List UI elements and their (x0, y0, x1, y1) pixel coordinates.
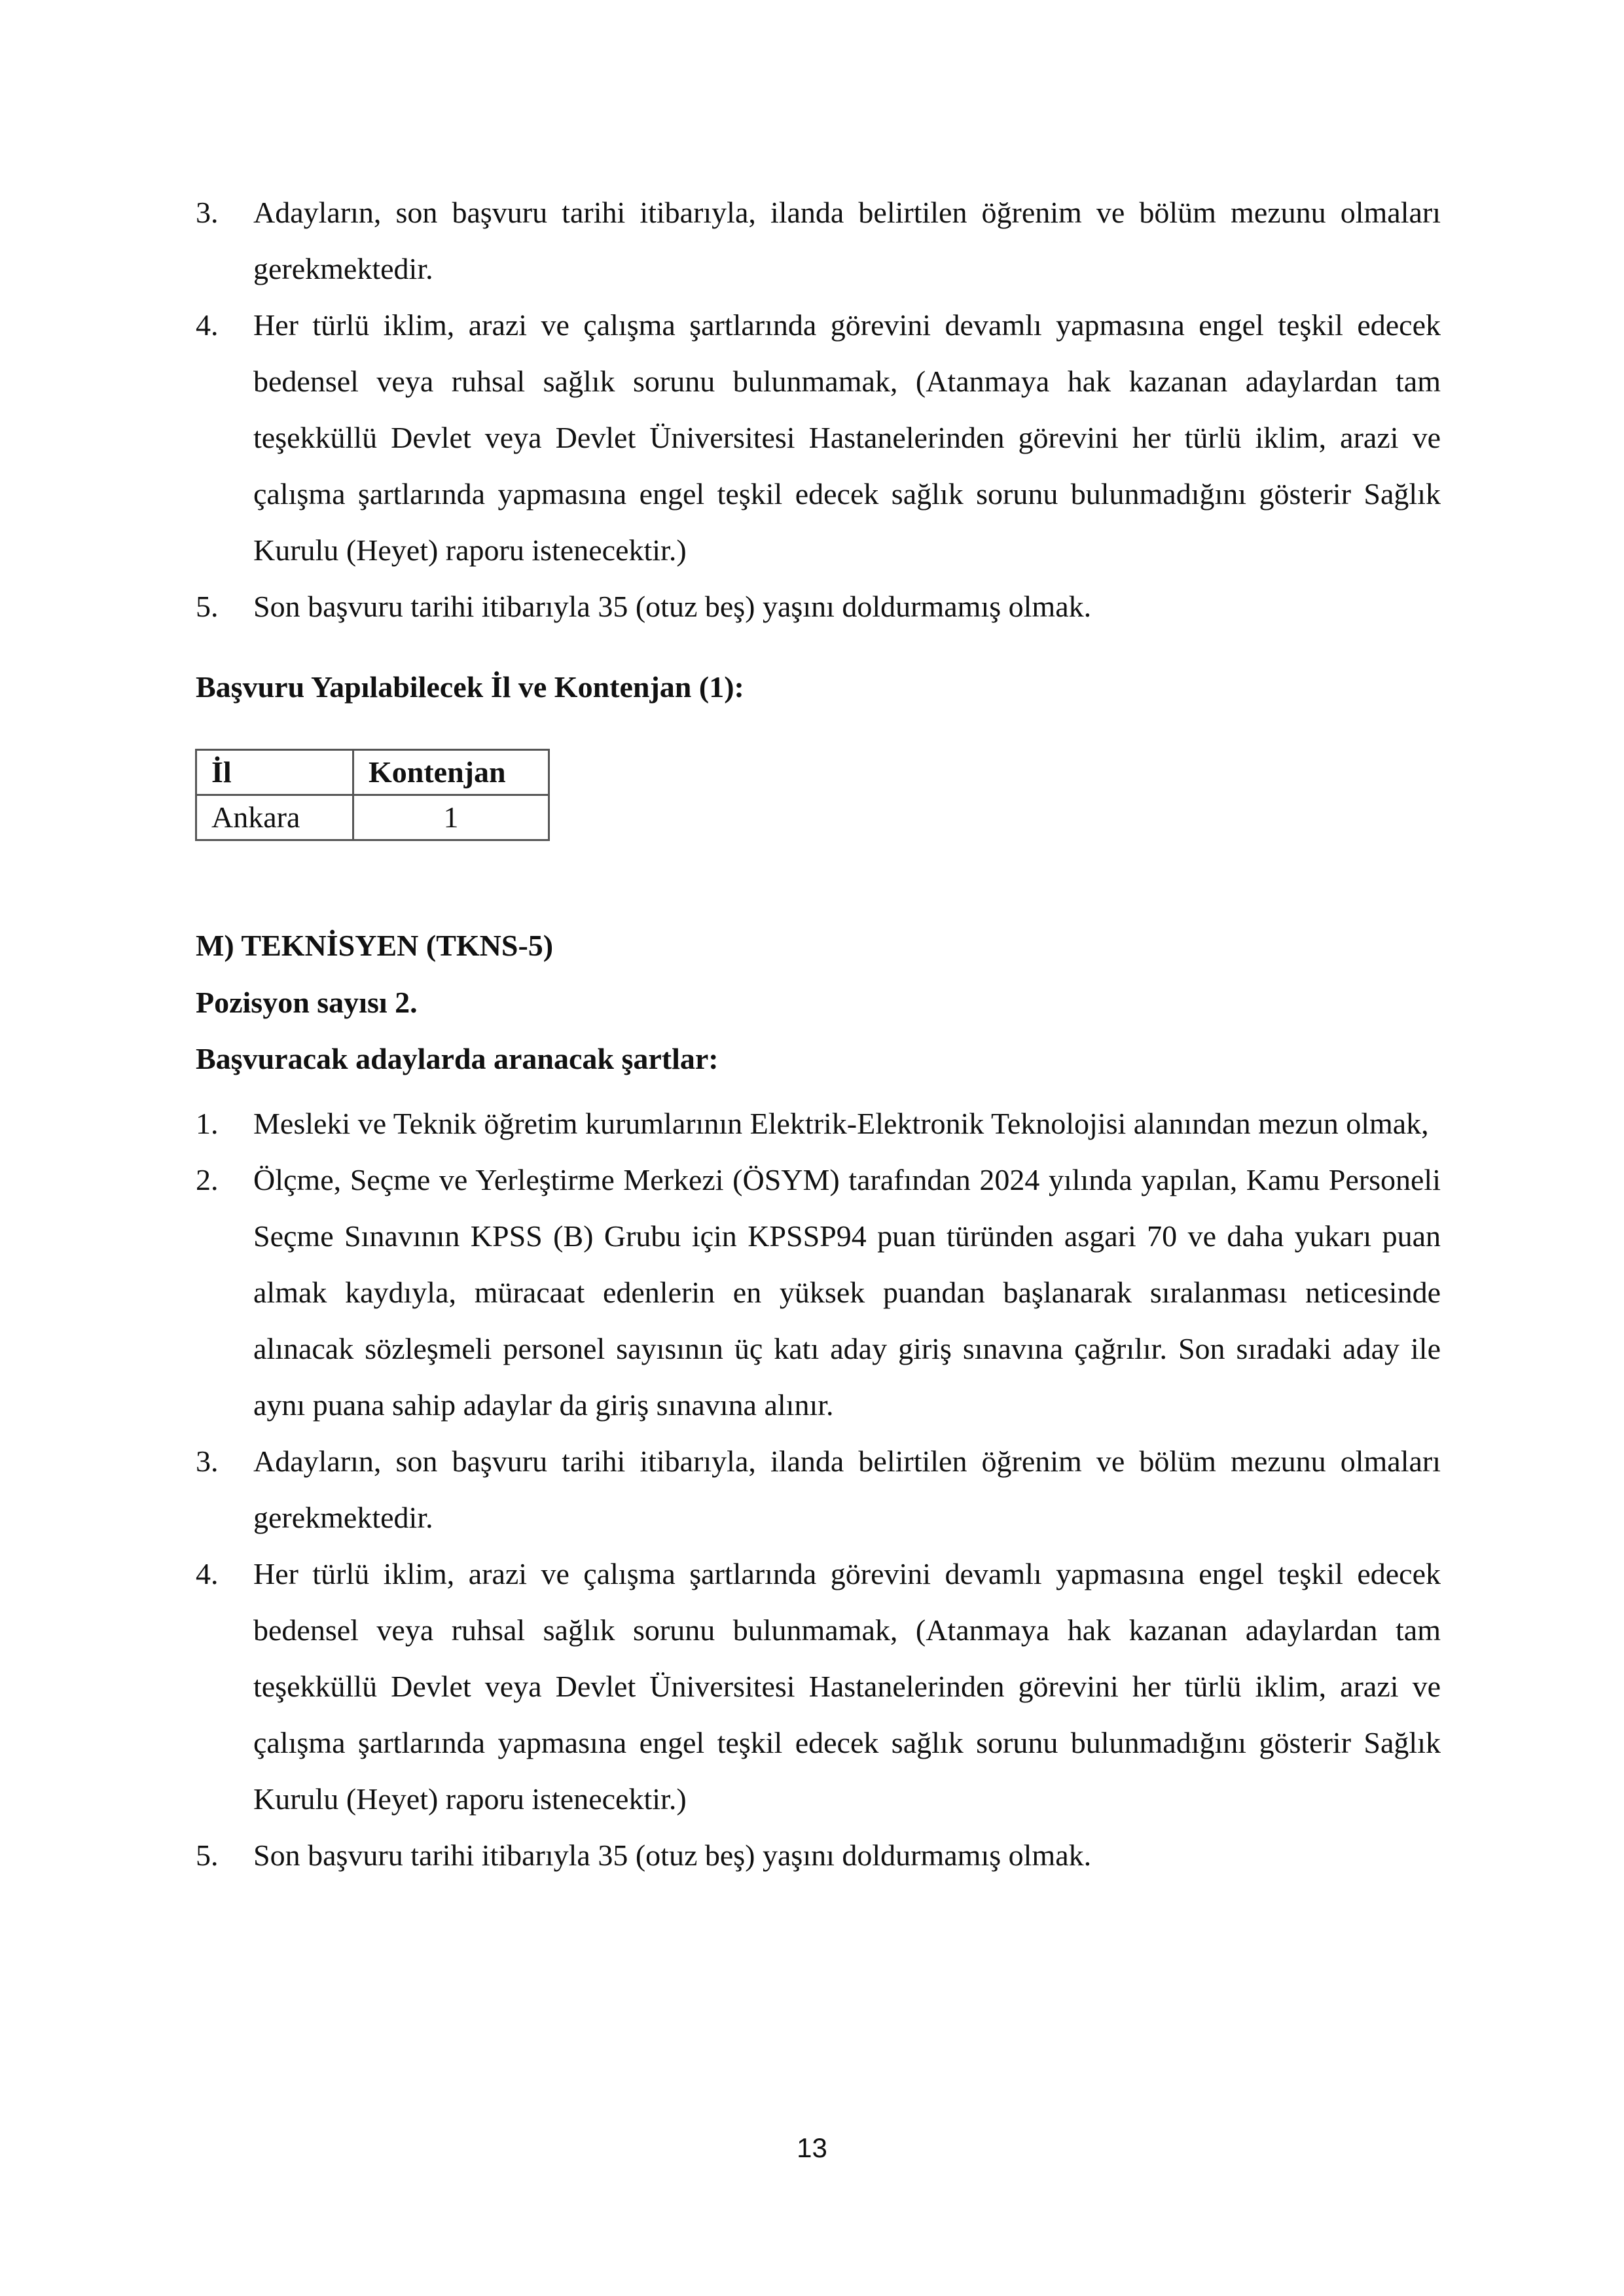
list-item-text: Adayların, son başvuru tarihi itibarıyla, ilanda belirtilen öğrenim ve bölüm mezunu olmaları gerekmektedir. (253, 1444, 1441, 1534)
table-cell-province: Ankara (196, 795, 353, 840)
list-item-number: 1. (196, 1107, 219, 1140)
list-item (196, 1152, 1441, 1433)
list-item (196, 1546, 1441, 1827)
requirements-list (196, 1096, 1441, 1884)
position-count: Pozisyon sayısı 2. (196, 986, 418, 1019)
list-item-text: Her türlü iklim, arazi ve çalışma şartlarında görevini devamlı yapmasına engel teşkil edecek bedensel veya ruhsal sağlık sorunu bulunmamak, (Atanmaya hak kazanan adaylardan tam teşekküllü Devlet veya Devlet Üniversitesi Hastanelerinden görevini her türlü iklim, arazi ve çalışma şartlarında yapmasına engel teşkil edecek sağlık sorunu bulunmadığını gösterir Sağlık Kurulu (Heyet) raporu istenecektir.) (253, 1557, 1441, 1816)
page-number: 13 (797, 2132, 827, 2163)
list-item-number: 3. (196, 196, 219, 229)
requirements-list-previous-section (196, 185, 1441, 635)
list-item-text: Ölçme, Seçme ve Yerleştirme Merkezi (ÖSYM) tarafından 2024 yılında yapılan, Kamu Personeli Seçme Sınavının KPSS (B) Grubu için KPSSP94 puan türünden asgari 70 ve daha yukarı puan almak kaydıyla, müracaat edenlerin en yüksek puandan başlanarak sıralanması neticesinde alınacak sözleşmeli personel sayısının üç katı aday giriş sınavına çağrılır. Son sıradaki aday ile aynı puana sahip adaylar da giriş sınavına alınır. (253, 1163, 1441, 1422)
table-header-cell: İl (196, 750, 353, 795)
list-item (196, 297, 1441, 579)
list-item-text: Mesleki ve Teknik öğretim kurumlarının Elektrik-Elektronik Teknolojisi alanından mezun olmak, (253, 1107, 1429, 1140)
list-item-text: Son başvuru tarihi itibarıyla 35 (otuz beş) yaşını doldurmamış olmak. (253, 1839, 1092, 1872)
table-row (196, 795, 549, 840)
list-item (196, 1827, 1441, 1884)
table-header-cell: Kontenjan (353, 750, 549, 795)
section-title: M) TEKNİSYEN (TKNS-5) (196, 929, 554, 962)
list-item (196, 1096, 1441, 1152)
quota-heading: Başvuru Yapılabilecek İl ve Kontenjan (1): (196, 670, 744, 704)
requirements-heading: Başvuracak adaylarda aranacak şartlar: (196, 1042, 719, 1075)
table-cell-quota: 1 (353, 795, 549, 840)
list-item-number: 5. (196, 590, 219, 623)
list-item-number: 4. (196, 308, 219, 342)
list-item-number: 5. (196, 1839, 219, 1872)
list-item (196, 1433, 1441, 1546)
list-item-text: Adayların, son başvuru tarihi itibarıyla, ilanda belirtilen öğrenim ve bölüm mezunu olmaları gerekmektedir. (253, 196, 1441, 285)
list-item (196, 579, 1441, 635)
list-item-number: 3. (196, 1444, 219, 1478)
list-item-number: 2. (196, 1163, 219, 1196)
list-item (196, 185, 1441, 297)
list-item-text: Her türlü iklim, arazi ve çalışma şartlarında görevini devamlı yapmasına engel teşkil edecek bedensel veya ruhsal sağlık sorunu bulunmamak, (Atanmaya hak kazanan adaylardan tam teşekküllü Devlet veya Devlet Üniversitesi Hastanelerinden görevini her türlü iklim, arazi ve çalışma şartlarında yapmasına engel teşkil edecek sağlık sorunu bulunmadığını gösterir Sağlık Kurulu (Heyet) raporu istenecektir.) (253, 308, 1441, 567)
list-item-number: 4. (196, 1557, 219, 1590)
quota-table (195, 749, 550, 841)
list-item-text: Son başvuru tarihi itibarıyla 35 (otuz beş) yaşını doldurmamış olmak. (253, 590, 1092, 623)
table-header-row (196, 750, 549, 795)
